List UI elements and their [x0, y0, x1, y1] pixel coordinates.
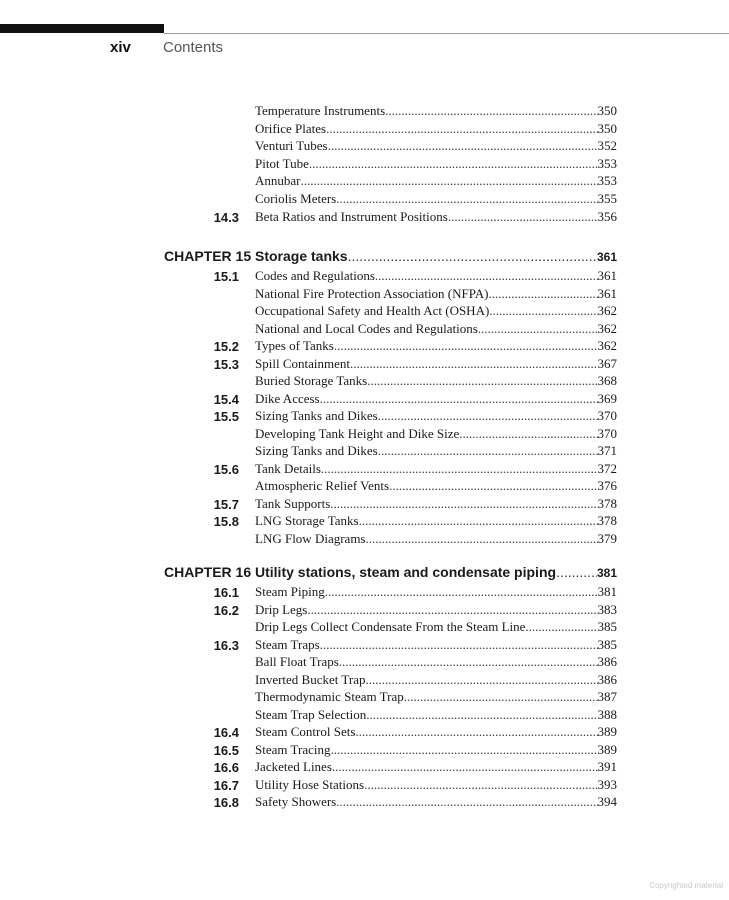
- toc-entry-line: [255, 338, 617, 354]
- section-number: 16.1: [213, 585, 239, 600]
- section-title: Occupational Safety and Health Act (OSHA): [255, 303, 490, 318]
- section-title: Dike Access: [255, 390, 320, 406]
- section-title: Temperature Instruments: [255, 103, 386, 118]
- toc-entry-line: [255, 408, 617, 424]
- dot-leader: [336, 794, 597, 810]
- chapter-title: Storage tanks: [255, 248, 348, 264]
- section-title: Coriolis Meters: [255, 191, 337, 206]
- toc-entry: [0, 584, 729, 602]
- header-rule: [164, 33, 729, 34]
- toc-entry: [0, 478, 729, 496]
- chapter-heading: [164, 564, 617, 580]
- chapter-label: CHAPTER 16: [164, 564, 252, 580]
- page-ref: 352: [597, 138, 617, 154]
- copyright-notice: Copyrighted material: [649, 881, 723, 890]
- dot-leader: [385, 103, 597, 119]
- running-header: [110, 39, 223, 56]
- page-ref: 372: [597, 460, 617, 476]
- section-title: National Fire Protection Association (NFPA): [255, 285, 489, 301]
- page-ref: 378: [597, 513, 617, 528]
- page-ref: 394: [597, 794, 617, 809]
- section-title: Venturi Tubes: [255, 138, 328, 154]
- dot-leader: [320, 637, 598, 653]
- toc-entry-line: [255, 759, 617, 775]
- page-ref: 389: [597, 741, 617, 757]
- section-number: 15.6: [213, 461, 239, 477]
- section-title: Developing Tank Height and Dike Size: [255, 425, 460, 441]
- toc-entry-line: [255, 496, 617, 512]
- toc-entry: [0, 338, 729, 356]
- section-title: Ball Float Traps: [255, 654, 339, 669]
- dot-leader: [350, 356, 598, 372]
- page-ref: 386: [597, 671, 617, 687]
- page-ref: 389: [597, 724, 617, 739]
- page-ref: 368: [597, 373, 617, 388]
- page-ref: 361: [597, 285, 617, 301]
- toc-entry: [0, 724, 729, 742]
- dot-leader: [326, 121, 597, 137]
- section-title: Drip Legs Collect Condensate From the Steam Line: [255, 619, 526, 634]
- dot-leader: [355, 724, 597, 740]
- toc-entry: [0, 461, 729, 479]
- toc-entry: [0, 759, 729, 777]
- dot-leader: [365, 672, 597, 688]
- section-number: 16.8: [213, 795, 239, 810]
- page-ref: 393: [597, 776, 617, 792]
- section-title: Steam Tracing: [255, 741, 331, 757]
- toc-entry-line: [255, 156, 617, 172]
- page-ref: 362: [597, 320, 617, 336]
- toc-entry-line: [255, 373, 617, 389]
- chapter-heading: [164, 248, 617, 264]
- toc-entry: [0, 209, 729, 227]
- section-title: National and Local Codes and Regulations: [255, 320, 478, 336]
- page-ref: 381: [597, 584, 617, 599]
- toc-entry-line: [255, 461, 617, 477]
- toc-entry: [0, 707, 729, 725]
- toc-entry-line: [255, 707, 617, 723]
- toc-entry: [0, 602, 729, 620]
- dot-leader: [459, 426, 597, 442]
- section-title: Tank Details: [255, 460, 321, 476]
- toc-entry: [0, 103, 729, 121]
- toc-entry: [0, 654, 729, 672]
- toc-entry-line: [255, 777, 617, 793]
- toc-entry: [0, 303, 729, 321]
- toc-entry-line: [255, 513, 617, 529]
- section-number: 15.8: [213, 514, 239, 529]
- section-number: 14.3: [213, 209, 239, 225]
- section-number: 16.3: [213, 637, 239, 653]
- chapter-title: Utility stations, steam and condensate piping: [255, 564, 557, 580]
- section-number: 16.4: [213, 725, 239, 740]
- dot-leader: [309, 156, 598, 172]
- section-title: Steam Trap Selection: [255, 706, 367, 722]
- toc-entry: [0, 531, 729, 549]
- dot-leader: [478, 321, 598, 337]
- toc-entry: [0, 391, 729, 409]
- dot-leader: [367, 373, 597, 389]
- toc-entry-line: [255, 689, 617, 705]
- section-title: Steam Piping: [255, 584, 325, 599]
- header-bar: [0, 24, 164, 33]
- section-number: 15.4: [213, 391, 239, 407]
- dot-leader: [378, 443, 598, 459]
- section-title: Pitot Tube: [255, 155, 309, 171]
- dot-leader: [489, 286, 598, 302]
- dot-leader: [336, 191, 597, 207]
- page-ref: 369: [597, 390, 617, 406]
- toc-entry-line: [255, 268, 617, 284]
- toc-entry: [0, 121, 729, 139]
- running-title: Contents: [163, 39, 224, 56]
- page-ref: 353: [597, 155, 617, 171]
- toc-entry: [0, 321, 729, 339]
- dot-leader: [375, 268, 598, 284]
- dot-leader: [359, 513, 598, 529]
- page-ref: 391: [597, 759, 617, 774]
- chapter-label: CHAPTER 15: [164, 248, 252, 264]
- page-ref: 361: [597, 268, 617, 283]
- page-ref: 370: [597, 425, 617, 441]
- page-ref: 355: [597, 191, 617, 206]
- toc-entry-line: [255, 426, 617, 442]
- page-ref: 353: [597, 173, 617, 189]
- toc-entry: [0, 156, 729, 174]
- page-number: xiv: [110, 39, 131, 56]
- toc-entry: [0, 672, 729, 690]
- section-title: Sizing Tanks and Dikes: [255, 443, 378, 458]
- toc-entry: [0, 138, 729, 156]
- section-title: Types of Tanks: [255, 338, 334, 353]
- section-title: Drip Legs: [255, 601, 308, 617]
- dot-leader: [378, 408, 598, 424]
- page-ref: 379: [597, 530, 617, 546]
- page-ref: 388: [597, 706, 617, 722]
- section-title: Jacketed Lines: [255, 759, 332, 774]
- page-ref: 362: [597, 338, 617, 353]
- section-title: Atmospheric Relief Vents: [255, 478, 390, 493]
- dot-leader: [332, 759, 598, 775]
- toc-entry: [0, 408, 729, 426]
- section-title: Thermodynamic Steam Trap: [255, 689, 404, 704]
- toc-entry-line: [255, 173, 617, 189]
- toc-entry: [0, 268, 729, 286]
- section-title: Buried Storage Tanks: [255, 373, 368, 388]
- section-title: Steam Traps: [255, 636, 320, 652]
- toc-entry: [0, 426, 729, 444]
- section-number: 16.5: [213, 742, 239, 758]
- page-ref: 350: [597, 103, 617, 118]
- toc-entry: [0, 619, 729, 637]
- dot-leader: [321, 461, 598, 477]
- toc-entry-line: [255, 321, 617, 337]
- section-title: Spill Containment: [255, 355, 350, 371]
- toc-entry-line: [255, 794, 617, 810]
- section-title: Tank Supports: [255, 495, 331, 511]
- section-number: 16.7: [213, 777, 239, 793]
- page-ref: 385: [597, 636, 617, 652]
- section-number: 16.2: [213, 602, 239, 618]
- dot-leader: [320, 391, 598, 407]
- toc-entry: [0, 637, 729, 655]
- dot-leader: [301, 173, 598, 189]
- dot-leader: [489, 303, 597, 319]
- section-title: Beta Ratios and Instrument Positions: [255, 208, 448, 224]
- section-title: Codes and Regulations: [255, 268, 375, 283]
- dot-leader: [404, 689, 598, 705]
- dot-leader: [307, 602, 597, 618]
- toc-entry-line: [255, 391, 617, 407]
- toc-entry: [0, 742, 729, 760]
- toc-entry-line: [255, 191, 617, 207]
- toc-entry-line: [255, 356, 617, 372]
- section-title: LNG Storage Tanks: [255, 513, 359, 528]
- page-ref: 356: [597, 208, 617, 224]
- section-title: LNG Flow Diagrams: [255, 530, 366, 546]
- toc-entry-line: [255, 303, 617, 319]
- toc-entry-line: [255, 724, 617, 740]
- section-number: 15.5: [213, 409, 239, 424]
- toc-entry: [0, 173, 729, 191]
- section-number: 15.2: [213, 339, 239, 354]
- dot-leader: [325, 584, 598, 600]
- dot-leader: [525, 619, 597, 635]
- section-title: Annubar: [255, 173, 301, 189]
- section-title: Utility Hose Stations: [255, 776, 365, 792]
- page-ref: 367: [597, 355, 617, 371]
- dot-leader: [448, 209, 598, 225]
- toc-entry-line: [255, 637, 617, 653]
- dot-leader: [330, 742, 597, 758]
- page-ref: 350: [597, 120, 617, 136]
- page-ref: 385: [597, 619, 617, 634]
- page-ref: 387: [597, 689, 617, 704]
- toc-entry-line: [255, 602, 617, 618]
- section-title: Inverted Bucket Trap: [255, 671, 366, 687]
- toc-entry: [0, 794, 729, 812]
- section-title: Safety Showers: [255, 794, 337, 809]
- toc-entry-line: [255, 584, 617, 600]
- toc-entry: [0, 443, 729, 461]
- toc-entry-line: [255, 121, 617, 137]
- toc-entry-line: [255, 478, 617, 494]
- dot-leader: [364, 777, 597, 793]
- page-ref: 383: [597, 601, 617, 617]
- dot-leader: [556, 564, 597, 580]
- toc-entry: [0, 373, 729, 391]
- toc-entry-line: [255, 619, 617, 635]
- toc-entry-line: [255, 138, 617, 154]
- section-title: Steam Control Sets: [255, 724, 356, 739]
- dot-leader: [366, 707, 597, 723]
- toc-entry: [0, 496, 729, 514]
- page-ref: 371: [597, 443, 617, 458]
- toc-entry-line: [255, 742, 617, 758]
- toc-entry: [0, 777, 729, 795]
- page-ref: 362: [597, 303, 617, 318]
- dot-leader: [334, 338, 598, 354]
- dot-leader: [366, 531, 598, 547]
- section-title: Orifice Plates: [255, 120, 327, 136]
- toc-entry: [0, 689, 729, 707]
- toc-entry: [0, 513, 729, 531]
- dot-leader: [389, 478, 597, 494]
- dot-leader: [330, 496, 597, 512]
- toc-entry-line: [255, 286, 617, 302]
- section-number: 15.3: [213, 356, 239, 372]
- toc-entry-line: [255, 443, 617, 459]
- toc-entry: [0, 356, 729, 374]
- page-ref: 378: [597, 495, 617, 511]
- section-number: 16.6: [213, 760, 239, 775]
- section-number: 15.7: [213, 496, 239, 512]
- toc-entry: [0, 286, 729, 304]
- toc-entry-line: [255, 103, 617, 119]
- page-ref: 370: [597, 408, 617, 423]
- chapter-page: 361: [596, 250, 617, 264]
- page-ref: 376: [597, 478, 617, 493]
- toc-entry-line: [255, 531, 617, 547]
- dot-leader: [328, 138, 598, 154]
- toc-entry-line: [255, 672, 617, 688]
- dot-leader: [348, 248, 597, 264]
- toc-entry-line: [255, 654, 617, 670]
- dot-leader: [339, 654, 598, 670]
- chapter-page: 381: [596, 566, 617, 580]
- section-title: Sizing Tanks and Dikes: [255, 408, 378, 423]
- page-ref: 386: [597, 654, 617, 669]
- toc-entry-line: [255, 209, 617, 225]
- toc-entry: [0, 191, 729, 209]
- section-number: 15.1: [213, 269, 239, 284]
